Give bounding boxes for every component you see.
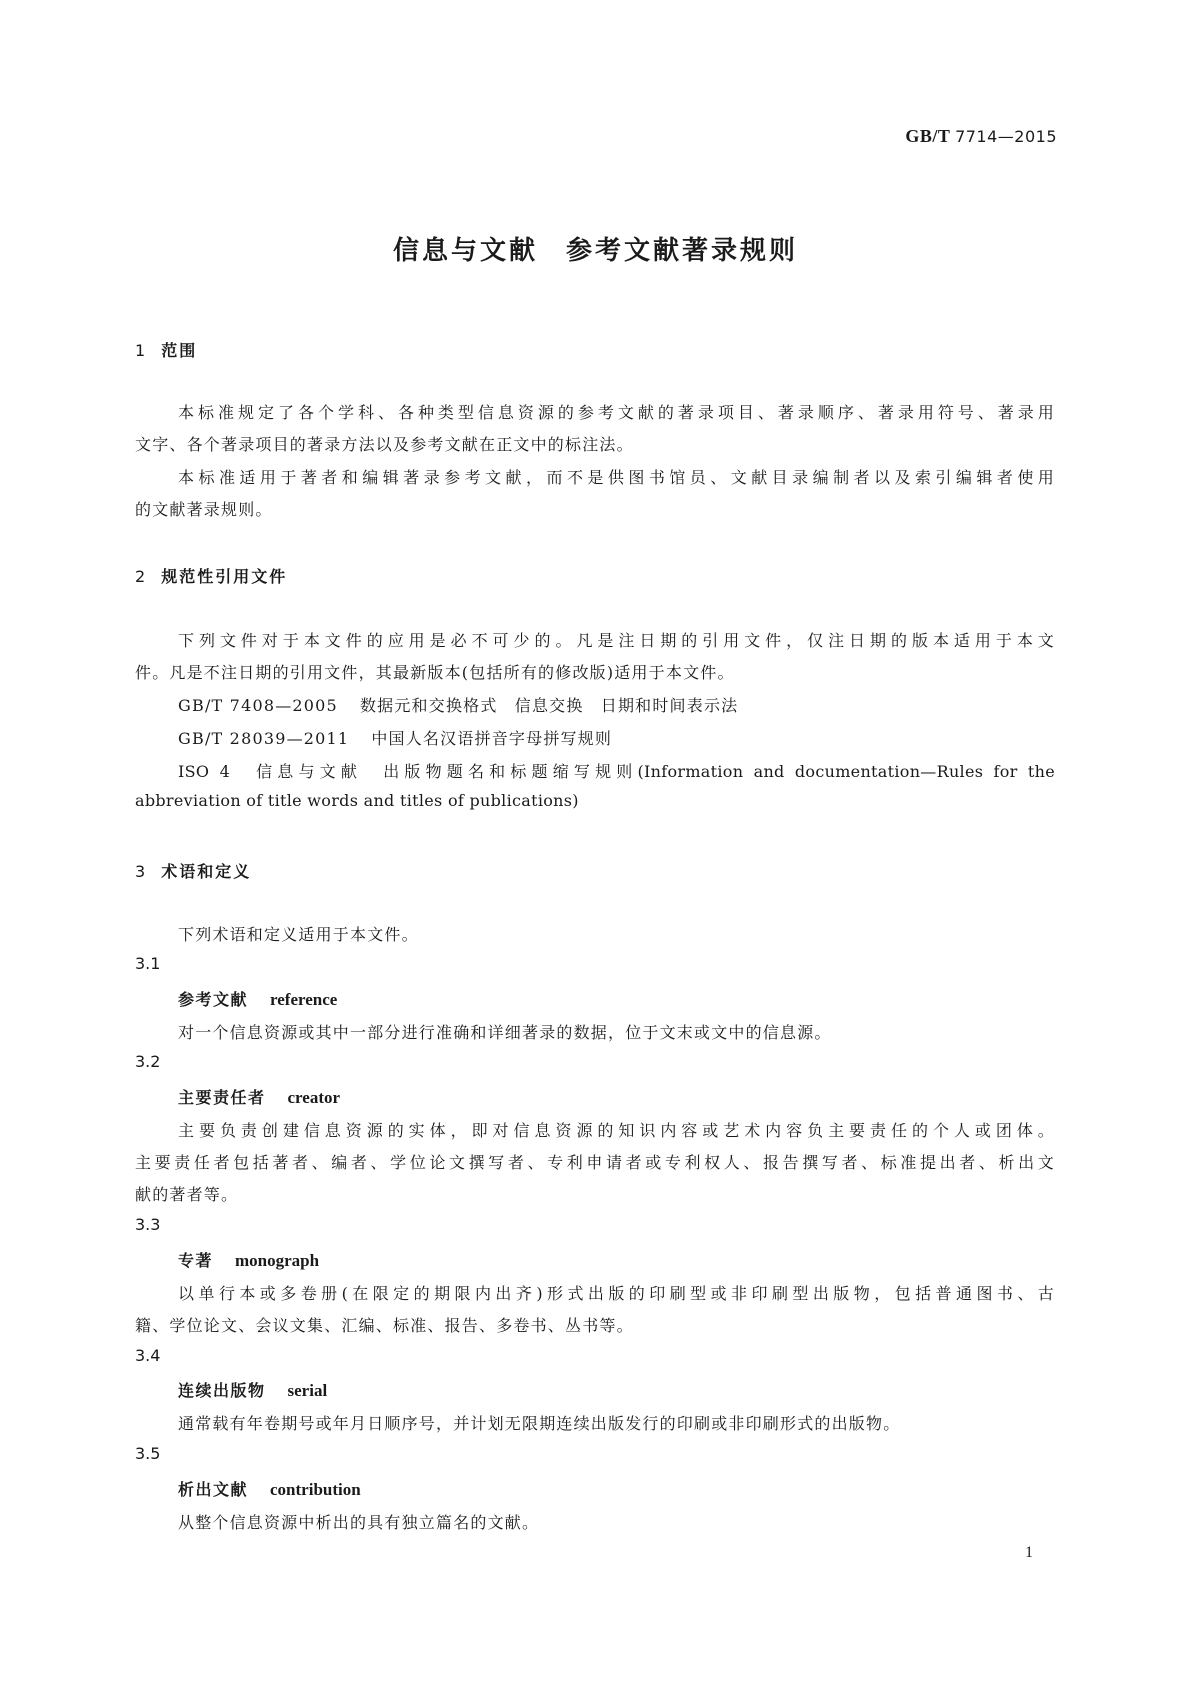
term-definition: 通常载有年卷期号或年月日顺序号，并计划无限期连续出版发行的印刷或非印刷形式的出版物。: [178, 1414, 901, 1433]
paragraph-line: 的文献著录规则。: [135, 500, 273, 519]
term-definition: 以单行本或多卷册(在限定的期限内出齐)形式出版的印刷型或非印刷型出版物，包括普通图书、古: [178, 1284, 1055, 1303]
term-number: 3.3: [135, 1215, 161, 1234]
term-definition: 从整个信息资源中析出的具有独立篇名的文献。: [178, 1513, 540, 1532]
paragraph-line: 件。凡是不注日期的引用文件，其最新版本(包括所有的修改版)适用于本文件。: [135, 663, 735, 682]
standard-code: GB/T 7714—2015: [905, 126, 1057, 146]
term-definition: 籍、学位论文、会议文集、汇编、标准、报告、多卷书、丛书等。: [135, 1316, 634, 1335]
paragraph-line: 文字、各个著录项目的著录方法以及参考文献在正文中的标注法。: [135, 435, 634, 454]
paragraph-line: 本标准规定了各个学科、各种类型信息资源的参考文献的著录项目、著录顺序、著录用符号、著录用: [178, 403, 1055, 422]
page-title: 信息与文献 参考文献著录规则: [392, 236, 799, 266]
term-number: 3.5: [135, 1444, 161, 1463]
section-heading-3: 3 术语和定义: [135, 862, 252, 881]
term-heading: 主要责任者 creator: [178, 1088, 341, 1107]
term-heading: 析出文献 contribution: [178, 1480, 361, 1499]
paragraph-line: abbreviation of title words and titles of publications): [135, 791, 579, 810]
term-definition: 献的著者等。: [135, 1185, 239, 1204]
term-heading: 连续出版物 serial: [178, 1381, 328, 1400]
term-number: 3.2: [135, 1052, 161, 1071]
section-heading-1: 1 范围: [135, 341, 198, 360]
section-heading-2: 2 规范性引用文件: [135, 567, 288, 586]
term-definition: 主要负责创建信息资源的实体，即对信息资源的知识内容或艺术内容负主要责任的个人或团体。: [178, 1121, 1055, 1140]
normative-reference: ISO 4 信息与文献 出版物题名和标题缩写规则(Information and documentation—Rules for the: [178, 762, 1055, 781]
normative-reference: GB/T 7408—2005 数据元和交换格式 信息交换 日期和时间表示法: [178, 696, 739, 715]
normative-reference: GB/T 28039—2011 中国人名汉语拼音字母拼写规则: [178, 729, 613, 748]
term-number: 3.1: [135, 954, 161, 973]
term-heading: 专著 monograph: [178, 1251, 320, 1270]
term-heading: 参考文献 reference: [178, 990, 338, 1009]
term-definition: 主要责任者包括著者、编者、学位论文撰写者、专利申请者或专利权人、报告撰写者、标准提出者、析出文: [135, 1153, 1055, 1172]
paragraph-line: 本标准适用于著者和编辑著录参考文献，而不是供图书馆员、文献目录编制者以及索引编辑者使用: [178, 468, 1055, 487]
term-definition: 对一个信息资源或其中一部分进行准确和详细著录的数据，位于文末或文中的信息源。: [178, 1023, 832, 1042]
page-number: 1: [1025, 1544, 1033, 1561]
paragraph-line: 下列术语和定义适用于本文件。: [178, 925, 419, 944]
paragraph-line: 下列文件对于本文件的应用是必不可少的。凡是注日期的引用文件，仅注日期的版本适用于本文: [178, 631, 1055, 650]
term-number: 3.4: [135, 1346, 161, 1365]
